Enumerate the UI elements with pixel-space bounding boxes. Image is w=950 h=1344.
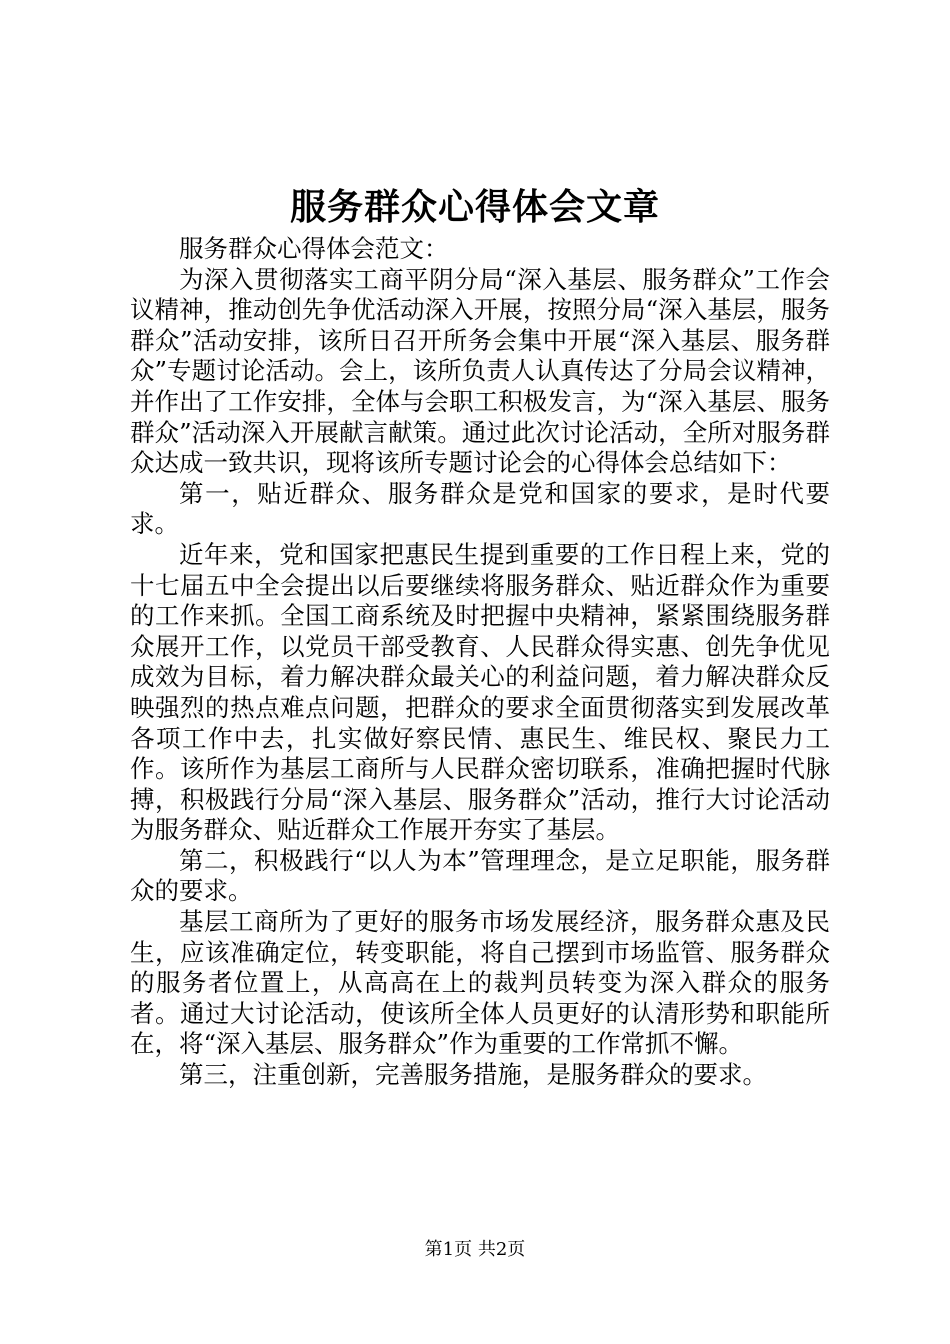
paragraph-background: 为深入贯彻落实工商平阴分局“深入基层、服务群众”工作会议精神，推动创先争优活动深入开展，按照分局“深入基层，服务群众”活动安排，该所日召开所务会集中开展“深入基层、服务群众”专题讨论活动。会上，该所负责人认真传达了分局会议精神，并作出了工作安排，全体与会职工积极发言，为“深入基层、服务群众”活动深入开展献言献策。通过此次讨论活动，全所对服务群众达成一致共识，现将该所专题讨论会的心得体会总结如下：: [130, 264, 830, 478]
paragraph-point-one: 第一，贴近群众、服务群众是党和国家的要求，是时代要求。: [130, 478, 830, 539]
paragraph-point-three: 第三，注重创新，完善服务措施，是服务群众的要求。: [179, 1060, 767, 1090]
paragraph-point-two-detail: 基层工商所为了更好的服务市场发展经济，服务群众惠及民生，应该准确定位，转变职能，将自己摆到市场监管、服务群众的服务者位置上，从高高在上的裁判员转变为深入群众的服务者。通过大讨论活动，使该所全体人员更好的认清形势和职能所在，将“深入基层、服务群众”作为重要的工作常抓不懈。: [130, 907, 830, 1059]
paragraph-point-two: 第二，积极践行“以人为本”管理理念，是立足职能，服务群众的要求。: [130, 845, 830, 906]
document-title: 服务群众心得体会文章: [289, 186, 660, 228]
paragraph-point-one-detail: 近年来，党和国家把惠民生提到重要的工作日程上来，党的十七届五中全会提出以后要继续将服务群众、贴近群众作为重要的工作来抓。全国工商系统及时把握中央精神，紧紧围绕服务群众展开工作，以党员干部受教育、人民群众得实惠、创先争优见成效为目标，着力解决群众最关心的利益问题，着力解决群众反映强烈的热点难点问题，把群众的要求全面贯彻落实到发展改革各项工作中去，扎实做好察民情、惠民生、维民权、聚民力工作。该所作为基层工商所与人民群众密切联系，准确把握时代脉搏，积极践行分局“深入基层、服务群众”活动，推行大讨论活动为服务群众、贴近群众工作展开夯实了基层。: [130, 539, 830, 845]
paragraph-intro: 服务群众心得体会范文：: [179, 234, 449, 263]
page-footer: 第1页 共2页: [424, 1239, 526, 1260]
document-body: [130, 234, 830, 1091]
